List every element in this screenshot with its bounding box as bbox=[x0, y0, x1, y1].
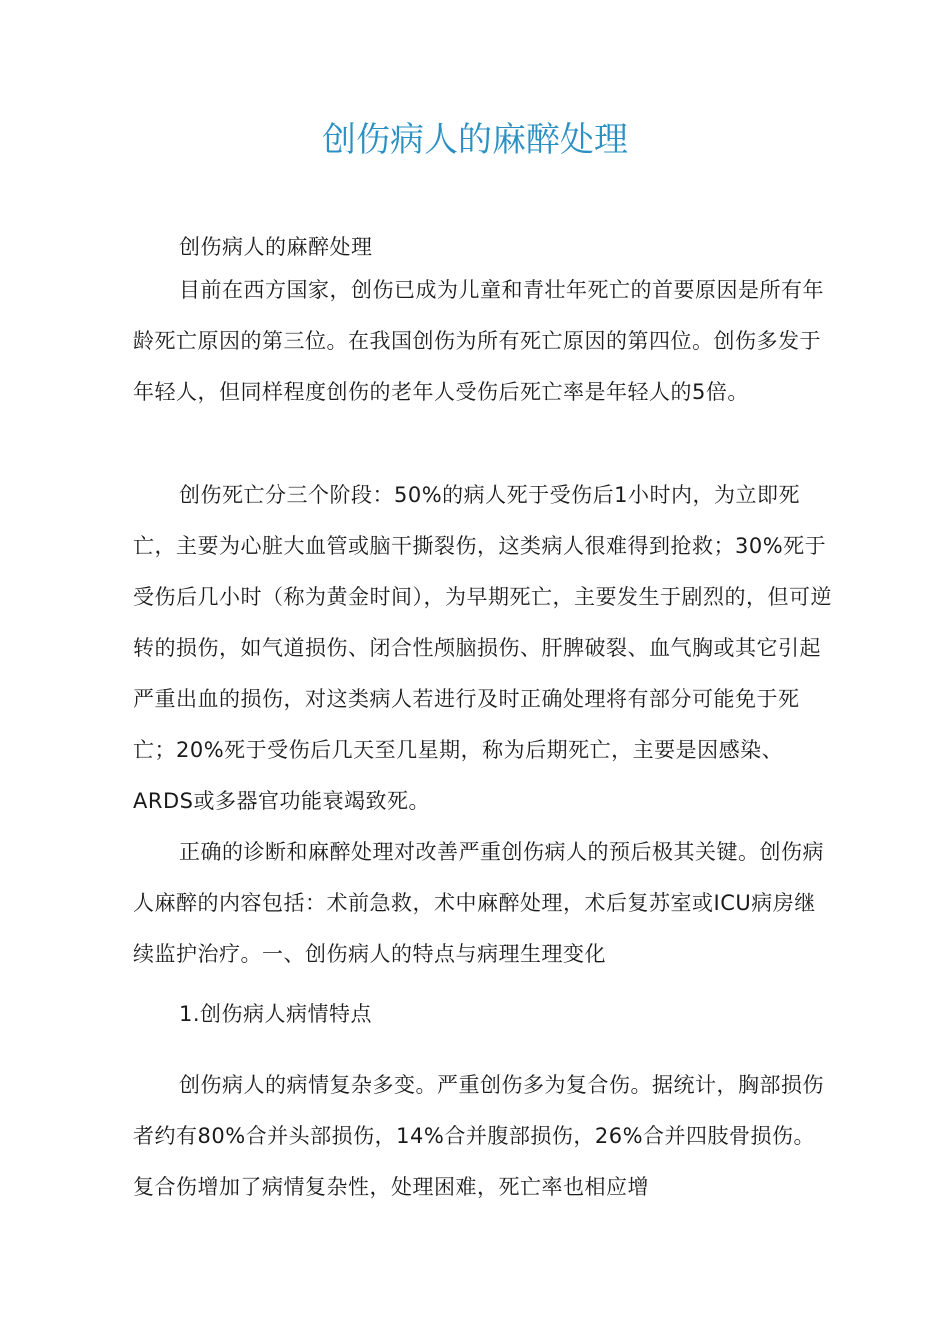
paragraph-subtitle: 创伤病人的麻醉处理 bbox=[179, 235, 373, 259]
paragraph-features: 创伤病人的病情复杂多变。严重创伤多为复合伤。据统计，胸部损伤者约有80%合并头部损伤，14%合并腹部损伤，26%合并四肢骨损伤。复合伤增加了病情复杂性，处理困难，死亡率也相应增 bbox=[133, 1073, 824, 1199]
paragraph-diagnosis: 正确的诊断和麻醉处理对改善严重创伤病人的预后极其关键。创伤病人麻醉的内容包括：术前急救，术中麻醉处理，术后复苏室或ICU病房继续监护治疗。一、创伤病人的特点与病理生理变化 bbox=[133, 840, 824, 966]
paragraph-death-stages: 创伤死亡分三个阶段：50%的病人死于受伤后1小时内，为立即死亡，主要为心脏大血管或脑干撕裂伤，这类病人很难得到抢救；30%死于受伤后几小时（称为黄金时间），为早期死亡，主要发生于剧烈的，但可逆转的损伤，如气道损伤、闭合性颅脑损伤、肝脾破裂、血气胸或其它引起严重出血的损伤，对这类病人若进行及时正确处理将有部分可能免于死亡；20%死于受伤后几天至几星期，称为后期死亡，主要是因感染、ARDS或多器官功能衰竭致死。 bbox=[133, 483, 832, 813]
document-title: 创伤病人的麻醉处理 bbox=[322, 120, 628, 160]
section-heading-1: 1.创伤病人病情特点 bbox=[179, 1002, 373, 1026]
paragraph-intro: 目前在西方国家，创伤已成为儿童和青壮年死亡的首要原因是所有年龄死亡原因的第三位。在我国创伤为所有死亡原因的第四位。创伤多发于年轻人，但同样程度创伤的老年人受伤后死亡率是年轻人的5倍。 bbox=[133, 278, 824, 404]
